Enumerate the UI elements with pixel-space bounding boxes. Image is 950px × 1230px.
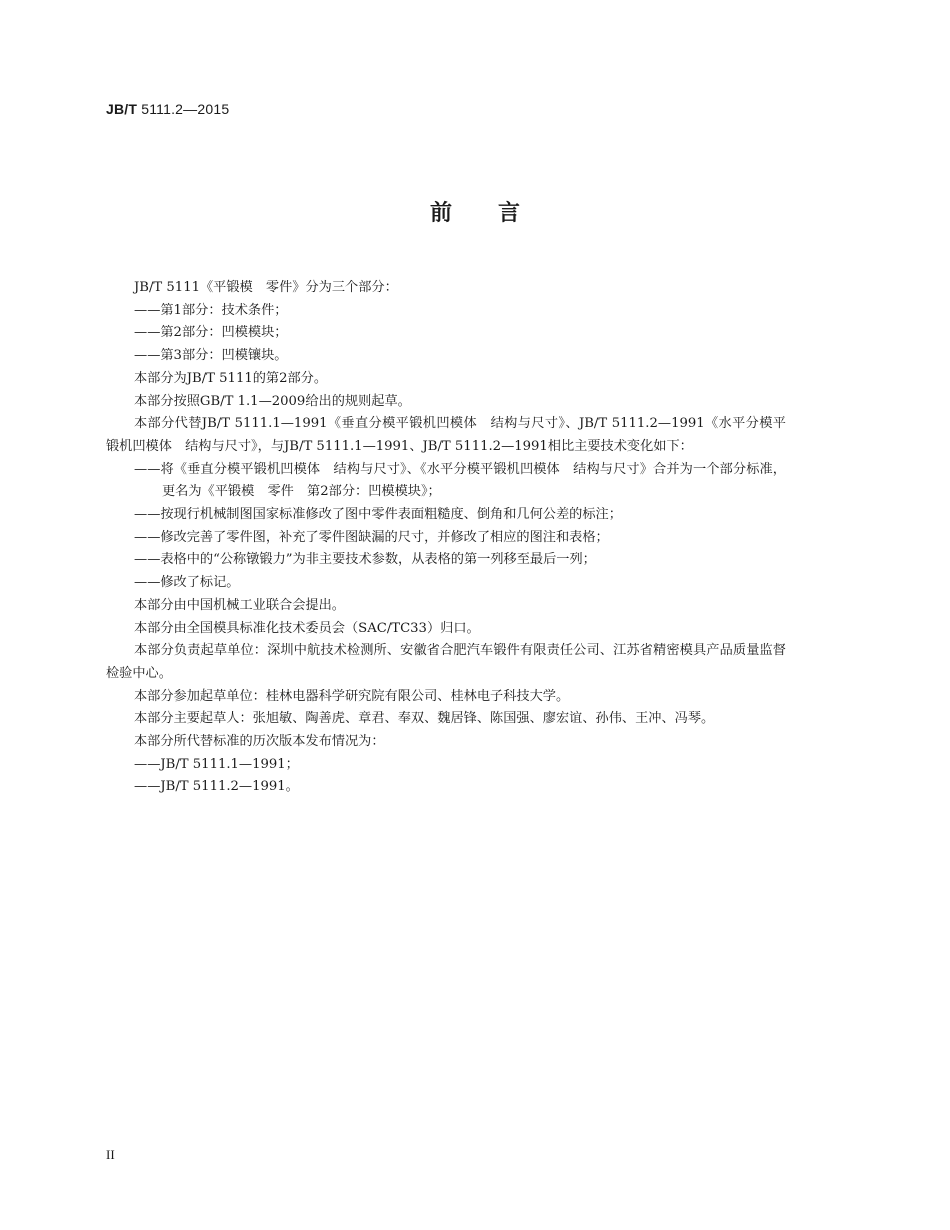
paragraph: 本部分由全国模具标准化技术委员会（SAC/TC33）归口。	[134, 620, 480, 636]
paragraph: JB/T 5111《平锻模 零件》分为三个部分：	[134, 280, 398, 295]
standard-code: 5111.2—2015	[137, 101, 230, 117]
paragraph: 本部分负责起草单位：深圳中航技术检测所、安徽省合肥汽车锻件有限责任公司、江苏省精密模具产品质量监督检验中心。	[106, 643, 786, 681]
page-number: II	[106, 1147, 115, 1162]
paragraph: 本部分代替JB/T 5111.1—1991《垂直分模平锻机凹模体 结构与尺寸》、JB/T 5111.2—1991《水平分模平锻机凹模体 结构与尺寸》，与JB/T 5111.1—1991、JB/T 5111.2—1991相比主要技术变化如下：	[106, 416, 786, 454]
list-item: ——按现行机械制图国家标准修改了图中零件表面粗糙度、倒角和几何公差的标注；	[134, 507, 622, 523]
list-item: ——JB/T 5111.2—1991。	[134, 779, 299, 795]
paragraph: 本部分按照GB/T 1.1—2009给出的规则起草。	[134, 393, 411, 409]
paragraph: 本部分由中国机械工业联合会提出。	[134, 597, 345, 613]
list-item: ——JB/T 5111.1—1991；	[134, 756, 299, 772]
list-item: ——修改完善了零件图，补充了零件图缺漏的尺寸，并修改了相应的图注和表格；	[134, 529, 609, 545]
page-title: 前言	[429, 201, 566, 226]
standard-number	[106, 101, 229, 117]
list-item: ——第2部分：凹模模块；	[134, 325, 288, 341]
paragraph: 本部分为JB/T 5111的第2部分。	[134, 370, 328, 386]
list-item: ——第1部分：技术条件；	[134, 302, 288, 318]
list-item: ——第3部分：凹模镶块。	[134, 348, 288, 364]
paragraph: 本部分所代替标准的历次版本发布情况为：	[134, 734, 385, 750]
list-item: ——修改了标记。	[134, 575, 240, 591]
list-item: ——将《垂直分模平锻机凹模体 结构与尺寸》、《水平分模平锻机凹模体 结构与尺寸》合并为一个部分标准，更名为《平锻模 零件 第2部分：凹模模块》；	[134, 461, 786, 500]
paragraph: 本部分参加起草单位：桂林电器科学研究院有限公司、桂林电子科技大学。	[134, 688, 570, 704]
list-item: ——表格中的“公称镦锻力”为非主要技术参数，从表格的第一列移至最后一列；	[134, 552, 596, 568]
foreword-body	[106, 277, 786, 799]
paragraph: 本部分主要起草人：张旭敏、陶善虎、章君、奉双、魏居锋、陈国强、廖宏谊、孙伟、王冲、冯琴。	[134, 711, 715, 727]
standard-prefix: JB/T	[106, 101, 138, 117]
